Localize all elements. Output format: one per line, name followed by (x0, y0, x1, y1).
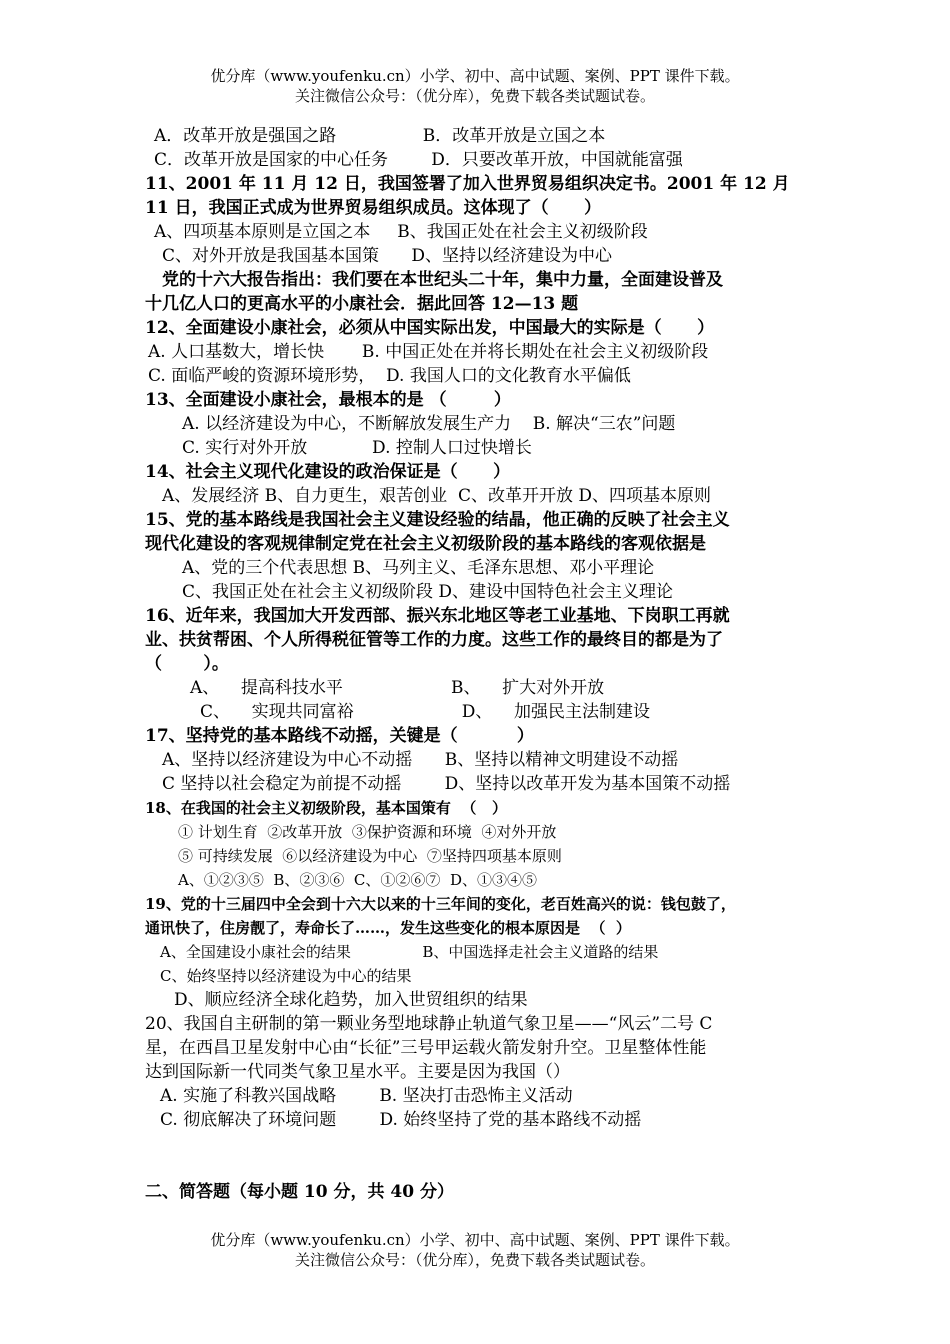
q20-stem-line-3: 达到国际新一代同类气象卫星水平。主要是因为我国（） (145, 1062, 570, 1082)
header-line-2: 关注微信公众号：（优分库），免费下载各类试题试卷。 (294, 87, 655, 105)
q14-stem: 14、社会主义现代化建设的政治保证是（ ） (145, 462, 511, 482)
q15-options-cd: C、我国正处在社会主义初级阶段 D、建设中国特色社会主义理论 (182, 582, 674, 602)
footer-line-1: 优分库（www.youfenku.cn）小学、初中、高中试题、案例、PPT 课件下载。 (210, 1231, 740, 1249)
section-two-title: 二、简答题（每小题 10 分，共 40 分） (145, 1182, 454, 1202)
q16-options-cd: C、 实现共同富裕 D、 加强民主法制建设 (200, 702, 650, 722)
q16-stem-line-3: （ ）。 (145, 654, 229, 674)
q18-items-1: ① 计划生育 ②改革开放 ③保护资源和环境 ④对外开放 (178, 823, 557, 841)
q18-items-2: ⑤ 可持续发展 ⑥以经济建设为中心 ⑦坚持四项基本原则 (178, 847, 562, 865)
q12-options-cd: C. 面临严峻的资源环境形势， D. 我国人口的文化教育水平偏低 (148, 366, 631, 386)
q20-stem-line-1: 20、我国自主研制的第一颗业务型地球静止轨道气象卫星——“风云”二号 C (145, 1014, 713, 1034)
q19-stem-line-2: 通讯快了，住房靓了，寿命长了……，发生这些变化的根本原因是 （ ） (145, 919, 631, 937)
q17-options-cd: C 坚持以社会稳定为前提不动摇 D、坚持以改革开发为基本国策不动摇 (162, 774, 731, 794)
q11-options-ab: A、四项基本原则是立国之本 B、我国正处在社会主义初级阶段 (154, 222, 648, 242)
q17-stem: 17、坚持党的基本路线不动摇，关键是（ ） (145, 726, 534, 746)
q20-stem-line-2: 星，在西昌卫星发射中心由“长征”三号甲运载火箭发射升空。卫星整体性能 (145, 1038, 707, 1058)
material-line-1: 党的十六大报告指出：我们要在本世纪头二十年，集中力量，全面建设普及 (162, 270, 723, 290)
q18-stem: 18、在我国的社会主义初级阶段，基本国策有 （ ） (145, 799, 507, 817)
q13-options-ab: A. 以经济建设为中心，不断解放发展生产力 B. 解决“三农”问题 (182, 414, 676, 434)
q18-options: A、①②③⑤ B、②③⑥ C、①②⑥⑦ D、①③④⑤ (178, 871, 537, 889)
q15-stem-line-2: 现代化建设的客观规律制定党在社会主义初级阶段的基本路线的客观依据是 (145, 534, 706, 554)
q19-options-ab: A、全国建设小康社会的结果 B、中国选择走社会主义道路的结果 (160, 943, 659, 961)
q11-options-cd: C、对外开放是我国基本国策 D、坚持以经济建设为中心 (162, 246, 613, 266)
q10-options-ab: A．改革开放是强国之路 B．改革开放是立国之本 (154, 126, 606, 146)
q19-stem-line-1: 19、党的十三届四中全会到十六大以来的十三年间的变化，老百姓高兴的说：钱包鼓了， (145, 895, 736, 913)
q19-option-c: C、始终坚持以经济建设为中心的结果 (160, 967, 412, 985)
material-line-2: 十几亿人口的更高水平的小康社会．据此回答 12—13 题 (145, 294, 579, 314)
q13-options-cd: C. 实行对外开放 D. 控制人口过快增长 (182, 438, 532, 458)
q17-options-ab: A、坚持以经济建设为中心不动摇 B、坚持以精神文明建设不动摇 (162, 750, 679, 770)
q11-stem-line-2: 11 日，我国正式成为世界贸易组织成员。这体现了（ ） (145, 198, 602, 218)
q11-stem-line-1: 11、2001 年 11 月 12 日，我国签署了加入世界贸易组织决定书。2001 年 12 月 (145, 174, 790, 194)
header-line-1: 优分库（www.youfenku.cn）小学、初中、高中试题、案例、PPT 课件下载。 (210, 67, 740, 85)
q15-options-ab: A、党的三个代表思想 B、马列主义、毛泽东思想、邓小平理论 (182, 558, 655, 578)
q15-stem-line-1: 15、党的基本路线是我国社会主义建设经验的结晶，他正确的反映了社会主义 (145, 510, 730, 530)
q13-stem: 13、全面建设小康社会，最根本的是 （ ） (145, 390, 511, 410)
q20-options-cd: C. 彻底解决了环境问题 D. 始终坚持了党的基本路线不动摇 (160, 1110, 642, 1130)
q10-options-cd: C．改革开放是国家的中心任务 D．只要改革开放，中国就能富强 (154, 150, 683, 170)
q20-options-ab: A. 实施了科教兴国战略 B. 坚决打击恐怖主义活动 (160, 1086, 573, 1106)
footer-line-2: 关注微信公众号：（优分库），免费下载各类试题试卷。 (294, 1251, 655, 1269)
q14-options: A、发展经济 B、自力更生，艰苦创业 C、改革开开放 D、四项基本原则 (162, 486, 712, 506)
q12-stem: 12、全面建设小康社会，必须从中国实际出发，中国最大的实际是（ ） (145, 318, 715, 338)
q19-option-d: D、顺应经济全球化趋势，加入世贸组织的结果 (174, 990, 528, 1010)
q16-stem-line-2: 业、扶贫帮困、个人所得税征管等工作的力度。这些工作的最终目的都是为了 (145, 630, 723, 650)
q16-options-ab: A、 提高科技水平 B、 扩大对外开放 (190, 678, 605, 698)
q12-options-ab: A. 人口基数大，增长快 B. 中国正处在并将长期处在社会主义初级阶段 (148, 342, 709, 362)
q16-stem-line-1: 16、近年来，我国加大开发西部、振兴东北地区等老工业基地、下岗职工再就 (145, 606, 730, 626)
